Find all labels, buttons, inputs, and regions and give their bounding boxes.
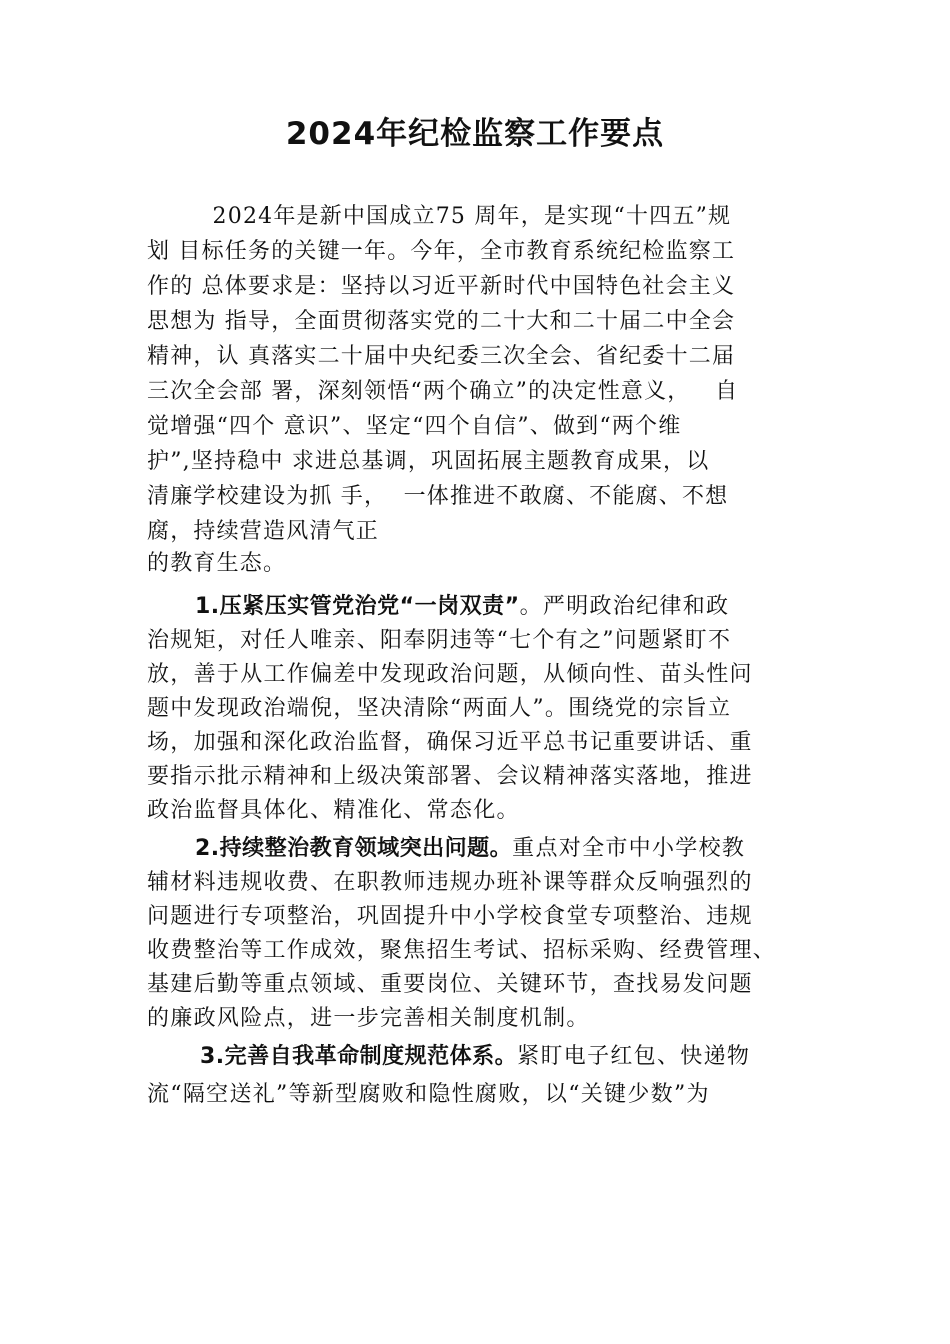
intro-line: 腐，持续营造风清气正 — [147, 519, 380, 544]
section-text: 。严明政治纪律和政 — [519, 594, 730, 619]
section-first-line — [195, 591, 807, 623]
intro-line: 觉增强“四个 意识”、坚定“四个自信”、做到“两个维 — [147, 414, 682, 439]
section-text: 重点对全市中小学校教 — [512, 836, 746, 861]
intro-line: 清廉学校建设为抓 手， 一体推进不敢腐、不能腐、不想 — [147, 484, 729, 509]
section-line: 基建后勤等重点领域、重要岗位、关键环节，查找易发问题 — [147, 972, 753, 997]
intro-line: 划 目标任务的关键一年。今年，全市教育系统纪检监察工 — [147, 239, 736, 264]
section-line: 要指示批示精神和上级决策部署、会议精神落实落地，推进 — [147, 764, 753, 789]
intro-line: 精神，认 真落实二十届中央纪委三次全会、省纪委十二届 — [147, 344, 736, 369]
section-heading: 2.持续整治教育领域突出问题。 — [195, 836, 513, 861]
section-heading: 3.完善自我革命制度规范体系。 — [200, 1044, 518, 1069]
section-line: 收费整治等工作成效，聚焦招生考试、招标采购、经费管理、 — [147, 938, 777, 963]
section-line: 流“隔空送礼”等新型腐败和隐性腐败，以“关键少数”为 — [147, 1082, 710, 1107]
section-line: 辅材料违规收费、在职教师违规办班补课等群众反响强烈的 — [147, 870, 753, 895]
intro-line: 2024年是新中国成立75 周年，是实现“十四五”规 — [147, 204, 732, 229]
intro-line: 护”,坚持稳中 求进总基调，巩固拓展主题教育成果，以 — [147, 449, 710, 474]
section-heading: 1.压紧压实管党治党“一岗双责” — [195, 594, 520, 619]
section-text: 紧盯电子红包、快递物 — [517, 1044, 751, 1069]
intro-line: 作的 总体要求是：坚持以习近平新时代中国特色社会主义 — [147, 274, 736, 299]
section-line: 政治监督具体化、精准化、常态化。 — [147, 798, 520, 823]
section-first-line — [200, 1041, 807, 1073]
intro-line: 思想为 指导，全面贯彻落实党的二十大和二十届二中全会 — [147, 309, 736, 334]
intro-line: 三次全会部 署，深刻领悟“两个确立”的决定性意义， 自 — [147, 379, 739, 404]
section-line: 放，善于从工作偏差中发现政治问题，从倾向性、苗头性问 — [147, 662, 753, 687]
section-line: 题中发现政治端倪，坚决清除“两面人”。围绕党的宗旨立 — [147, 696, 732, 721]
intro-line: 的教育生态。 — [147, 551, 287, 576]
section-line: 治规矩，对任人唯亲、阳奉阴违等“七个有之”问题紧盯不 — [147, 628, 732, 653]
section-first-line — [195, 833, 807, 865]
document-title: 2024年纪检监察工作要点 — [285, 116, 665, 152]
section-line: 的廉政风险点，进一步完善相关制度机制。 — [147, 1006, 590, 1031]
section-line: 场，加强和深化政治监督，确保习近平总书记重要讲话、重 — [147, 730, 753, 755]
section-line: 问题进行专项整治，巩固提升中小学校食堂专项整治、违规 — [147, 904, 753, 929]
